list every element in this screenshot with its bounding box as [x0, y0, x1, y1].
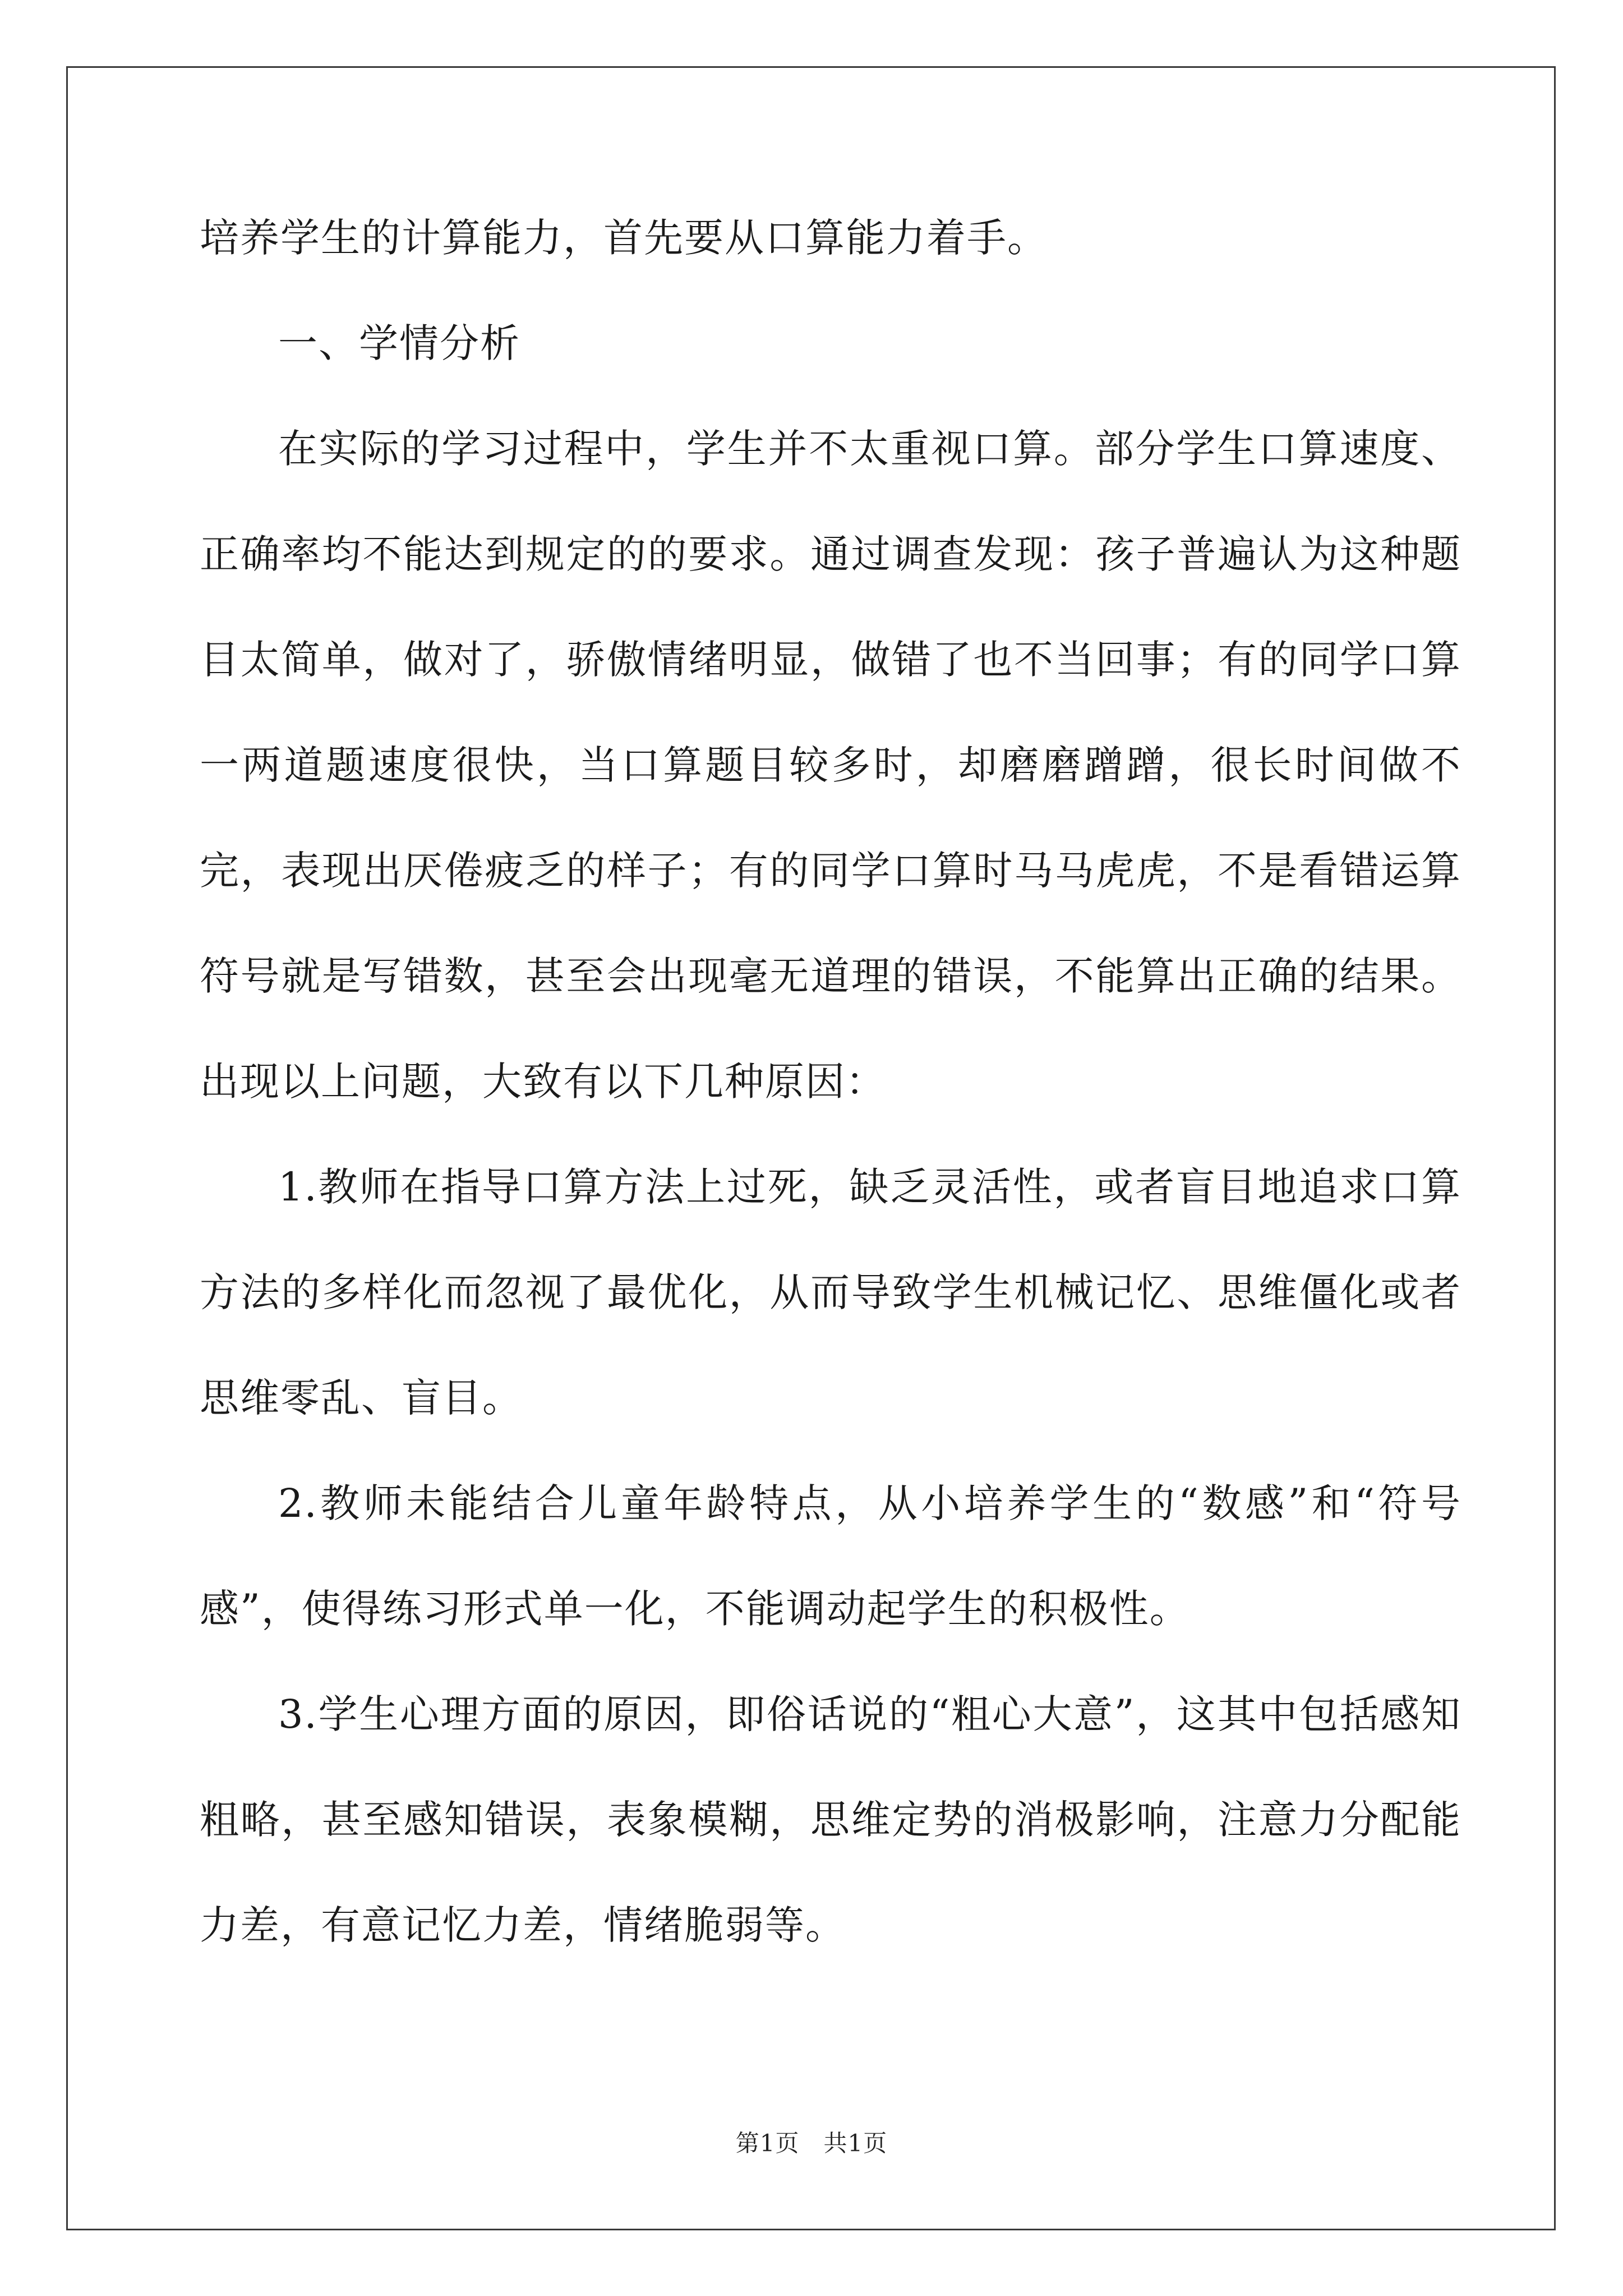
paragraph-reason-1: 1.教师在指导口算方法上过死，缺乏灵活性，或者盲目地追求口算方法的多样化而忽视了最优化，从而导致学生机械记忆、思维僵化或者思维零乱、盲目。 — [200, 1164, 1461, 1421]
section-heading: 一、学情分析 — [278, 320, 520, 366]
paragraph-reason-3: 3.学生心理方面的原因，即俗话说的“粗心大意”，这其中包括感知粗略，甚至感知错误，表象模糊，思维定势的消极影响，注意力分配能力差，有意记忆力差，情绪脆弱等。 — [200, 1691, 1461, 1948]
page-number: 第1页 — [735, 2129, 800, 2157]
total-pages: 共1页 — [823, 2129, 888, 2157]
paragraph-reason-2: 2.教师未能结合儿童年龄特点，从小培养学生的“数感”和“符号感”，使得练习形式单一化，不能调动起学生的积极性。 — [200, 1480, 1461, 1632]
paragraph-analysis: 在实际的学习过程中，学生并不太重视口算。部分学生口算速度、正确率均不能达到规定的的要求。通过调查发现：孩子普遍认为这种题目太简单，做对了，骄傲情绪明显，做错了也不当回事；有的同学口算一两道题速度很快，当口算题目较多时，却磨磨蹭蹭，很长时间做不完，表现出厌倦疲乏的样子；有的同学口算时马马虎虎，不是看错运算符号就是写错数，甚至会出现毫无道理的错误，不能算出正确的结果。出现以上问题，大致有以下几种原因： — [200, 426, 1461, 1105]
document-body — [200, 185, 1461, 1978]
paragraph-intro: 培养学生的计算能力，首先要从口算能力着手。 — [200, 215, 1048, 261]
page-footer — [0, 2125, 1623, 2159]
